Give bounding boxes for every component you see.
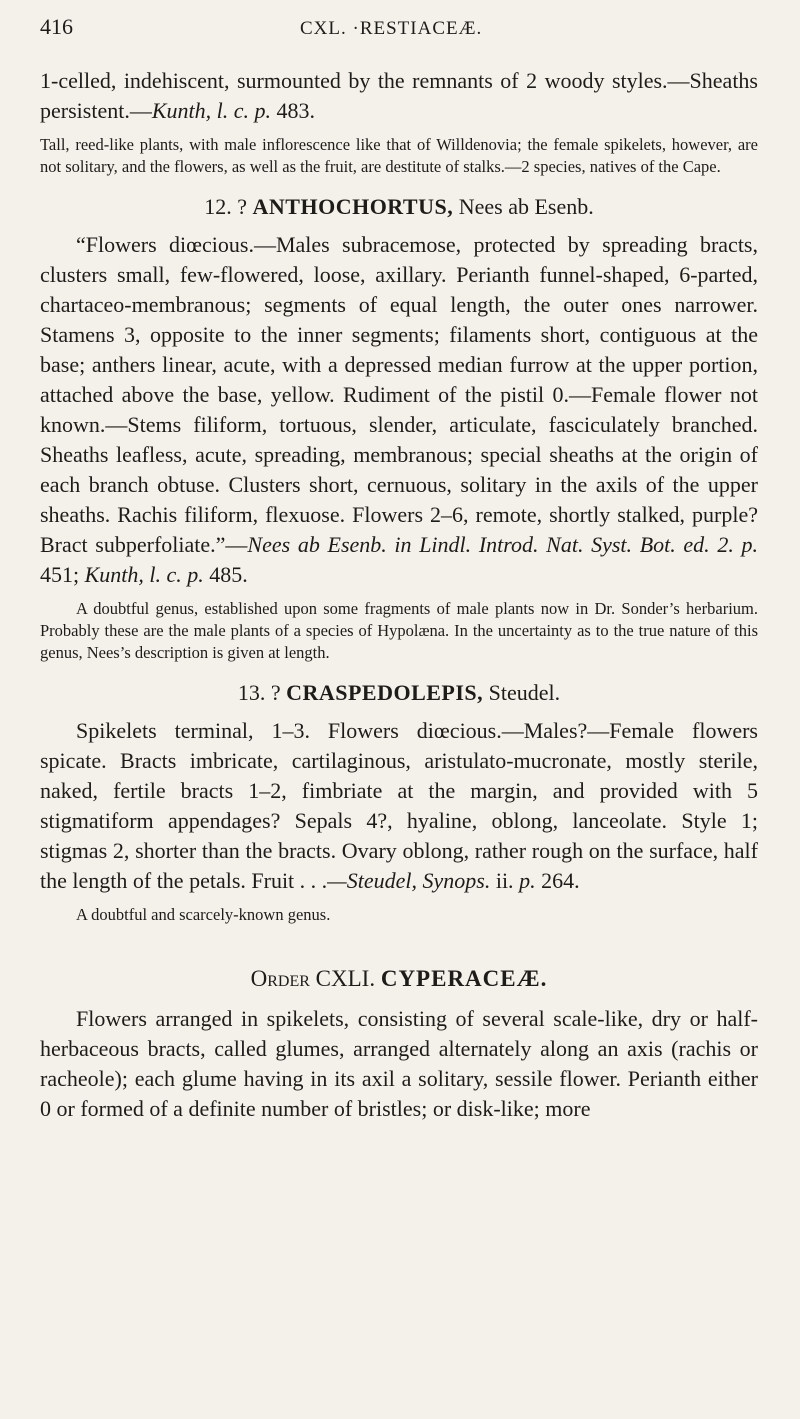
- genus12-description-text: “Flowers diœcious.—Males subracemose, protected by spreading bracts, clusters small, few-flowered, loose, axillary. Perianth funnel-shaped, 6-parted, chartaceo-membranous; segments of equal length, the outer ones narrower. Stamens 3, opposite to the inner segments; filaments short, contiguous at the base; anthers linear, acute, with a depressed median furrow at the upper portion, attached above the base, yellow. Rudiment of the pistil 0.—Female flower not known.—Stems filiform, tortuous, slender, articulate, fasciculately branched. Sheaths leafless, acute, spreading, membranous; special sheaths at the origin of each branch obtuse. Clusters short, cernuous, solitary in the axils of the upper sheaths. Rachis filiform, flexuose. Flowers 2–6, remote, shortly stalked, purple? Bract subperfoliate.”—: [40, 232, 758, 557]
- genus13-description: [40, 716, 758, 896]
- genus13-description-text: Spikelets terminal, 1–3. Flowers diœcious.—Males?—Female flowers spicate. Bracts imbricate, cartilaginous, aristulato-mucronate, mostly sterile, naked, fertile bracts 1–2, fimbriate at the margin, and provided with 5 stigmatiform appendages? Sepals 4?, hyaline, oblong, lanceolate. Style 1; stigmas 2, shorter than the bracts. Ovary oblong, rather rough on the surface, half the length of the petals. Fruit . . .: [40, 718, 758, 893]
- genus13-name: CRASPEDOLEPIS,: [286, 680, 484, 705]
- genus13-note: A doubtful and scarcely-known genus.: [76, 905, 331, 924]
- genus13-heading: [40, 678, 758, 708]
- continuation-text: 1-celled, indehiscent, surmounted by the remnants of 2 woody styles.—Sheaths persistent.—: [40, 68, 758, 123]
- genus12-heading: [40, 192, 758, 222]
- order-description: Flowers arranged in spikelets, consisting of several scale-like, dry or half-herbaceous bracts, called glumes, arranged alternately along an axis (rachis or racheole); each glume having in its axil a solitary, sessile flower. Perianth either 0 or formed of a definite number of bristles; or disk-like; more: [40, 1006, 758, 1121]
- continuation-citation: Kunth, l. c. p.: [151, 98, 271, 123]
- order-label: Order CXLI.: [250, 966, 376, 991]
- page-number: 416: [40, 14, 73, 39]
- genus13-citation-p: p.: [519, 868, 536, 893]
- genus13-citation-mid: ii.: [490, 868, 520, 893]
- genus12-description: [40, 230, 758, 590]
- running-head: CXL. ·RESTIACEÆ.: [300, 18, 483, 39]
- page-header: [40, 14, 758, 66]
- genus12-authority: Nees ab Esenb.: [453, 194, 594, 219]
- genus13-citation: —Steudel, Synops.: [327, 868, 491, 893]
- genus12-citation-mid: 451;: [40, 562, 85, 587]
- genus13-number: 13. ?: [237, 680, 281, 705]
- order-name: CYPERACEÆ.: [380, 966, 548, 991]
- genus12-note: A doubtful genus, established upon some fragments of male plants now in Dr. Sonder’s herbarium. Probably these are the male plants of a species of Hypolæna. In the uncertainty as to the true nature of this genus, Nees’s description is given at length.: [40, 599, 758, 662]
- genus13-authority: Steudel.: [483, 680, 561, 705]
- genus11-note: Tall, reed-like plants, with male inflorescence like that of Willdenovia; the female spikelets, however, are not solitary, and the flowers, as well as the fruit, are destitute of stalks.—2 species, natives of the Cape.: [40, 135, 758, 176]
- continuation-paragraph: [40, 66, 758, 126]
- continuation-citation-page: 483.: [271, 98, 315, 123]
- genus12-citation-end: 485.: [203, 562, 248, 587]
- order-heading: [40, 966, 758, 992]
- genus12-citation: Nees ab Esenb. in Lindl. Introd. Nat. Syst. Bot. ed. 2. p.: [247, 532, 758, 557]
- genus12-citation2: Kunth, l. c. p.: [84, 562, 204, 587]
- genus13-citation-end: 264.: [535, 868, 580, 893]
- genus12-number: 12. ?: [204, 194, 248, 219]
- genus12-name: ANTHOCHORTUS,: [252, 194, 454, 219]
